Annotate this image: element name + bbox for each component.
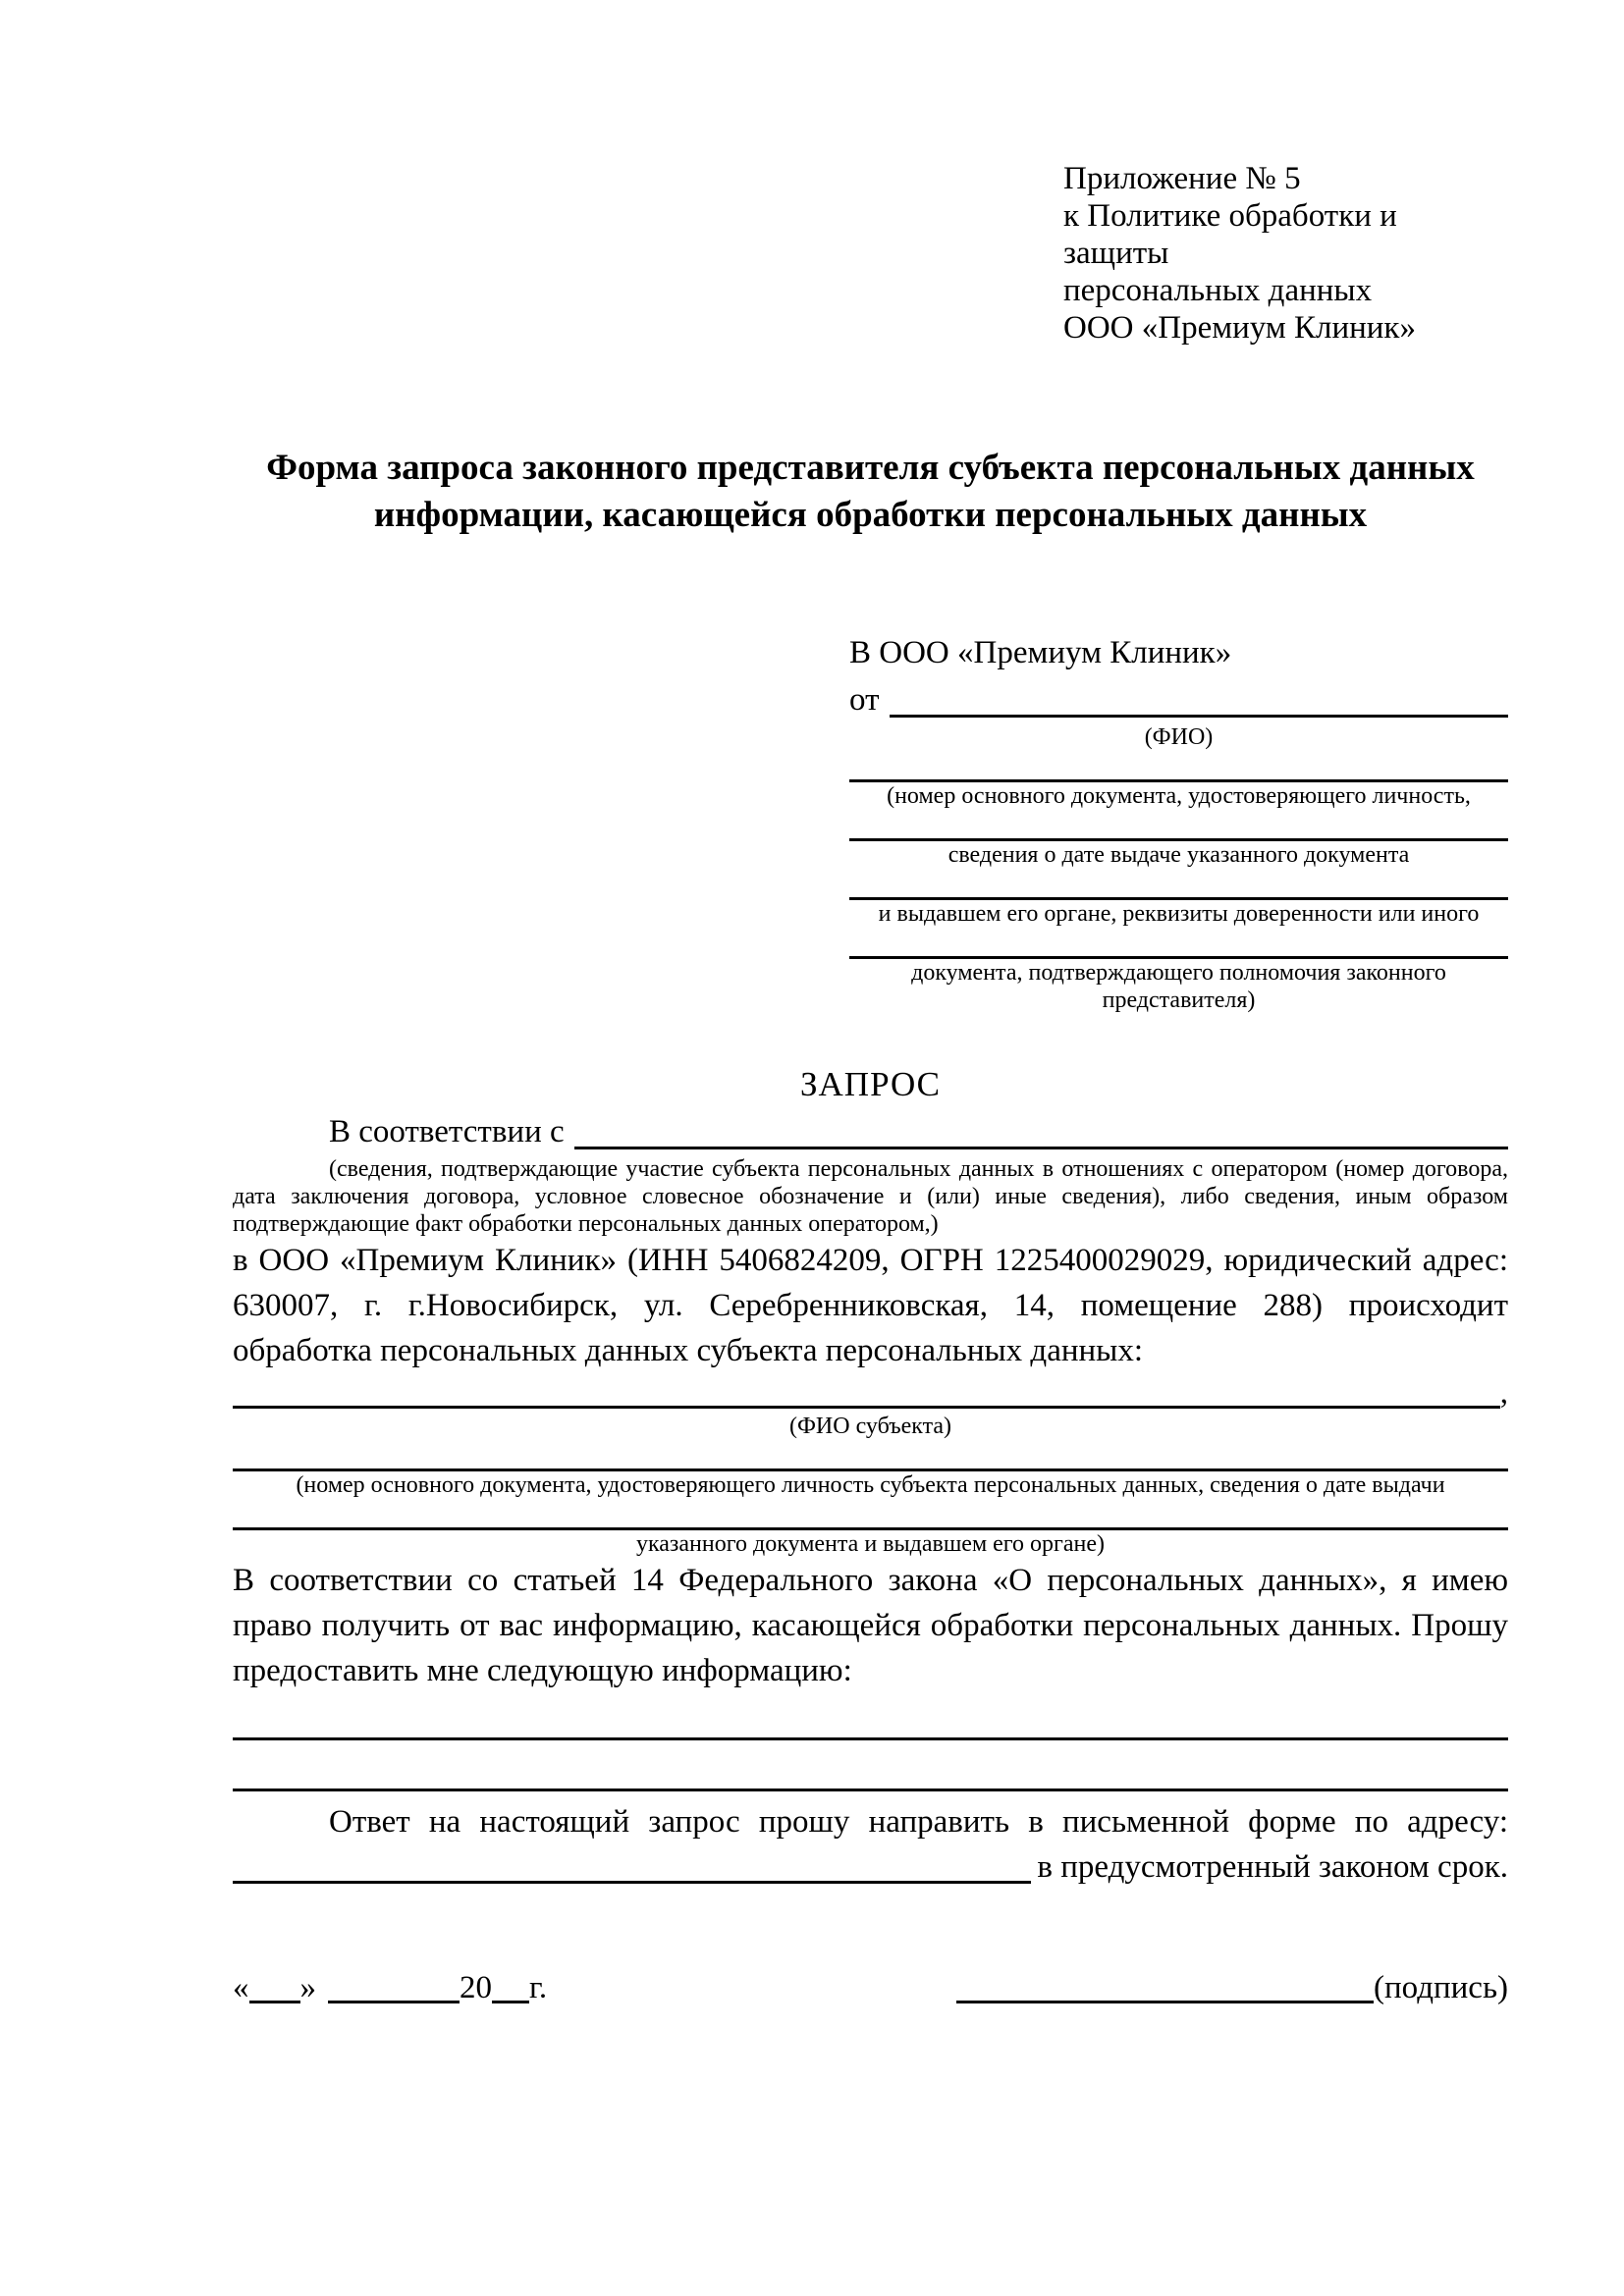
accordance-row	[233, 1108, 1508, 1155]
law-paragraph: В соответствии со статьей 14 Федерального закона «О персональных данных», я имею право получить от вас информацию, касающейся обработки персональных данных. Прошу предоставить мне следующую информацию:	[233, 1563, 1508, 1688]
reply-tail-text: в предусмотренный законом срок.	[1037, 1849, 1508, 1885]
reply-paragraph: Ответ на настоящий запрос прошу направить в письменной форме по адресу:	[329, 1804, 1508, 1840]
document-title	[233, 445, 1508, 539]
signature-caption: (подпись)	[1374, 1970, 1508, 2005]
subject-fio-caption: (ФИО субъекта)	[788, 1414, 952, 1439]
document-title-line-1: Форма запроса законного представителя субъекта персональных данных	[266, 448, 1475, 488]
subject-fio-row	[233, 1373, 1508, 1413]
subject-doc-caption-1: (номер основного документа, удостоверяющего личность субъекта персональных данных, сведения о дате выдачи	[296, 1472, 1445, 1498]
representative-doc-blank-line-1	[849, 751, 1508, 782]
appendix-line-2: к Политике обработки и защиты	[1063, 198, 1397, 271]
year-prefix: 20	[460, 1970, 492, 2005]
representative-doc-fill-group-4	[849, 928, 1508, 1014]
representative-doc-fill-group-3	[849, 869, 1508, 928]
subject-doc-fill-group-2	[233, 1499, 1508, 1558]
representative-doc-caption-1: (номер основного документа, удостоверяющего личность,	[887, 783, 1471, 809]
accordance-label: В соответствии с	[329, 1114, 565, 1149]
representative-doc-blank-line-4	[849, 928, 1508, 959]
representative-doc-caption-4: документа, подтверждающего полномочия законного представителя)	[911, 960, 1446, 1013]
subject-doc-caption-2: указанного документа и выдавшем его органе)	[635, 1531, 1106, 1557]
subject-doc-fill-group-1	[233, 1440, 1508, 1499]
trailing-comma: ,	[1499, 1375, 1508, 1411]
year-suffix: г.	[529, 1970, 548, 2005]
date-part	[233, 1966, 547, 2009]
from-label: от	[849, 682, 880, 718]
document-title-line-2: информации, касающейся обработки персональных данных	[373, 495, 1368, 535]
representative-doc-caption-2: сведения о дате выдаче указанного документа	[947, 842, 1410, 868]
requested-info-blank-line-1	[233, 1707, 1508, 1740]
close-quote: »	[299, 1970, 316, 2005]
representative-doc-fill-group-1	[849, 751, 1508, 810]
subject-fio-blank-line	[233, 1399, 1500, 1409]
operator-paragraph: в ООО «Премиум Клиник» (ИНН 5406824209, ОГРН 1225400029029, юридический адрес: 630007, г. г.Новосибирск, ул. Серебренниковская, 14, помещение 288) происходит обработка персональных данных субъекта персональных данных:	[233, 1243, 1508, 1368]
addressee-from-row	[849, 676, 1508, 723]
addressee-to: В ООО «Премиум Клиник»	[849, 635, 1232, 670]
representative-doc-caption-3: и выдавшем его органе, реквизиты доверенности или иного	[878, 901, 1480, 927]
representative-doc-fill-group-2	[849, 810, 1508, 869]
signature-blank-line	[956, 2001, 1374, 2003]
representative-doc-blank-line-3	[849, 869, 1508, 900]
year-blank-line	[492, 2001, 529, 2003]
reply-address-blank-line	[233, 1874, 1031, 1884]
fio-caption: (ФИО)	[1144, 724, 1214, 750]
subject-doc-blank-line-1	[233, 1440, 1508, 1471]
document-content	[233, 0, 1508, 2009]
open-quote: «	[233, 1970, 249, 2005]
date-signature-row	[233, 1966, 1508, 2009]
addressee-block	[849, 629, 1508, 1014]
appendix-line-1: Приложение № 5	[1063, 161, 1301, 196]
subject-doc-blank-line-2	[233, 1499, 1508, 1530]
request-heading: ЗАПРОС	[799, 1065, 942, 1103]
reply-address-row	[233, 1844, 1508, 1890]
signature-part	[956, 1966, 1508, 2009]
representative-fio-blank-line	[890, 708, 1509, 718]
requested-info-blank-line-2	[233, 1740, 1508, 1791]
representative-doc-blank-line-2	[849, 810, 1508, 841]
appendix-line-3: персональных данных	[1063, 273, 1373, 308]
accordance-blank-line	[574, 1140, 1508, 1149]
appendix-header	[1063, 160, 1508, 347]
day-blank-line	[249, 2001, 300, 2003]
month-blank-line	[328, 2001, 460, 2003]
appendix-line-4: ООО «Премиум Клиник»	[1063, 310, 1416, 346]
accordance-caption: (сведения, подтверждающие участие субъекта персональных данных в отношениях с оператором (номер договора, дата заключения договора, условное словесное обозначение и (или) иные сведения), либо сведения, иным образом подтверждающие факт обработки персональных данных оператором,)	[233, 1156, 1508, 1237]
